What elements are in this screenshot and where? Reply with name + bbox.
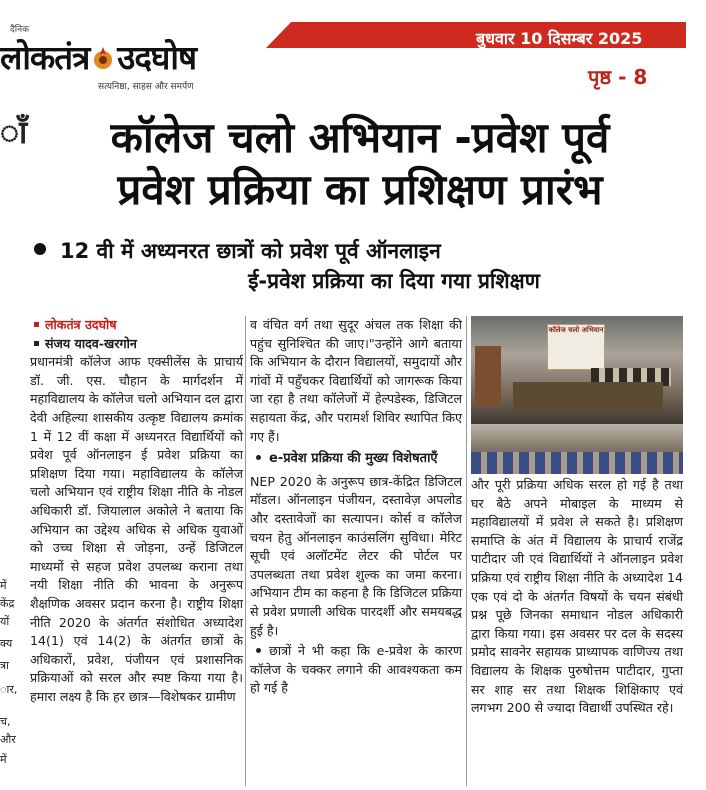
newspaper-logo	[0, 34, 196, 79]
logo-text-2: उदघोष	[117, 38, 197, 77]
campaign-banner: कॉलेज चलो अभियान	[547, 324, 605, 370]
edge-fragment: यों	[0, 615, 10, 628]
article-column-1	[30, 316, 243, 706]
issue-date: बुधवार 10 दिसम्बर 2025	[476, 29, 643, 48]
features-text: NEP 2020 के अनुरूप छात्र-केंद्रित डिजिटल मॉडल। ऑनलाइन पंजीयन, दस्तावेज़ अपलोड और दस्तावेजों का सत्यापन। कोर्स व कॉलेज चयन हेतु ऑनलाइन काउंसलिंग सुविधा। मेरिट सूची एवं अलॉटमेंट लेटर की पोर्टल पर उपलब्धता तथा प्रवेश शुल्क का जमा करना। अभियान टीम का कहना है कि डिजिटल प्रक्रिया से प्रवेश प्रणाली अधिक पारदर्शी और समयबद्ध हुई है।	[250, 473, 462, 638]
edge-fragment: ार,	[0, 683, 18, 696]
logo-text-1: लोकतंत्र	[0, 38, 90, 77]
training-photo-1	[471, 316, 683, 424]
bullet-icon	[34, 243, 46, 255]
headline-line-2: प्रवेश प्रक्रिया का प्रशिक्षण प्रारंभ	[117, 165, 603, 214]
byline-author-text: संजय यादव-खरगोन	[45, 335, 137, 351]
section-heading-text: e-प्रवेश प्रक्रिया की मुख्य विशेषताएँ	[269, 451, 438, 467]
edge-glyph: ाँ	[0, 113, 28, 151]
byline-source	[30, 316, 243, 335]
edge-fragment: में	[0, 579, 7, 592]
adjacent-column-fragment	[0, 100, 28, 790]
students-seated	[471, 452, 683, 474]
subheadline	[34, 236, 694, 296]
masthead	[0, 0, 706, 100]
article-column-2	[250, 316, 462, 698]
byline-author	[30, 335, 243, 354]
article-column-3	[471, 476, 683, 718]
column-divider	[245, 316, 246, 786]
logo-prefix: दैनिक	[10, 25, 30, 35]
bullet-icon	[256, 455, 261, 460]
bullet-icon	[256, 648, 261, 653]
section-heading	[250, 450, 462, 469]
edge-fragment: और	[0, 733, 16, 746]
flame-emblem-icon	[89, 42, 117, 70]
training-photo-2	[471, 424, 683, 474]
bullet-paragraph	[250, 642, 462, 698]
bullet-paragraph-text: छात्रों ने भी कहा कि e-प्रवेश के कारण कॉलेज के चक्कर लगाने की आवश्यकता कम हो गई है	[250, 643, 462, 696]
edge-fragment: क्य	[0, 637, 13, 650]
edge-fragment: में	[0, 753, 7, 766]
subheadline-line-2: ई-प्रवेश प्रक्रिया का दिया गया प्रशिक्षण	[248, 269, 540, 293]
column-1-body: प्रधानमंत्री कॉलेज आफ एक्सीलेंस के प्राचार्य डॉ. जी. एस. चौहान के मार्गदर्शन में महाविद्यालय के कॉलेज चलो अभियान दल द्वारा देवी अहिल्या शासकीय उत्कृष्ट विद्यालय क्रमांक 1 में 12 वीं कक्षा में अध्यनरत विद्यार्थियों को प्रवेश पूर्व ऑनलाइन ई प्रवेश प्रक्रिया का प्रशिक्षण दिया गया। महाविद्यालय के कॉलेज चलो अभियान एवं राष्ट्रीय शिक्षा नीति के नोडल अधिकारी डॉ. जियालाल अकोले ने बताया कि अभियान का उद्देश्य अधिक से अधिक युवाओं को उच्च शिक्षा से जोड़ना, उन्हें डिजिटल माध्यमों से सहज प्रवेश उपलब्ध कराना तथा नयी शिक्षा नीति की भावना के अनुरूप शैक्षणिक अवसर प्रदान करना है। राष्ट्रीय शिक्षा नीति 2020 के अंतर्गत संशोधित अध्यादेश 14(1) एवं 14(2) के अंतर्गत छात्रों के अधिकारों, प्रवेश, पंजीयन एवं प्रशासनिक प्रक्रियाओं को सरल और स्पष्ट किया गया है। हमारा लक्ष्य है कि हर छात्र—विशेषकर ग्रामीण	[30, 354, 243, 704]
podium	[475, 346, 501, 406]
tagline: सत्यनिष्ठा, साहस और समर्पण	[98, 82, 194, 92]
headline-line-1: कॉलेज चलो अभियान -प्रवेश पूर्व	[110, 113, 610, 162]
square-bullet-icon	[34, 341, 39, 346]
byline-source-text: लोकतंत्र उदघोष	[45, 317, 117, 332]
edge-fragment: च,	[0, 715, 11, 728]
column-divider	[466, 316, 467, 786]
headline	[30, 112, 690, 216]
column-3-body: और पूरी प्रक्रिया अधिक सरल हो गई है तथा घर बैठे अपने मोबाइल के माध्यम से महाविद्यालयों में प्रवेश ले सकते है। प्रशिक्षण समाप्ति के अंत में विद्यालय के प्राचार्य राजेंद्र पाटीदार जी एवं विद्यार्थियों ने ऑनलाइन प्रवेश प्रक्रिया एवं राष्ट्रीय शिक्षा नीति के अध्यादेश 14 एक एवं दो के अंतर्गत विषयों के चयन संबंधी प्रश्न पूछे जिनका समाधान नोडल अधिकारी द्वारा किया गया। इस अवसर पर दल के सदस्य प्रमोद सावनेर सहायक प्राध्यापक वाणिज्य तथा विद्यालय के शिक्षक पुरुषोत्तम पाटीदार, गुप्ता सर शाह सर तथा शिक्षक शिक्षिकाए एवं लगभग 200 से ज्यादा विद्यार्थी उपस्थित रहे।	[471, 477, 683, 716]
stage-table	[513, 382, 663, 412]
column-2-intro: व वंचित वर्ग तथा सुदूर अंचल तक शिक्षा की पहुंच सुनिश्चित की जाए।"उन्होंने आगे बताया कि अभियान के दौरान विद्यालयों, समुदायों और गांवों में पहुँचकर विद्यार्थियों को जागरूक किया जा रहा है तथा कॉलेजों में हेल्पडेस्क, डिजिटल सहायता केंद्र, और परामर्श शिविर स्थापित किए गए हैं।	[250, 317, 462, 444]
edge-fragment: त्रा	[0, 659, 9, 672]
page-number: पृष्ठ - 8	[588, 65, 648, 89]
edge-fragment: केंद्र	[0, 597, 15, 610]
subheadline-line-1: 12 वी में अध्यनरत छात्रों को प्रवेश पूर्व ऑनलाइन	[60, 239, 441, 263]
square-bullet-icon	[34, 322, 39, 327]
